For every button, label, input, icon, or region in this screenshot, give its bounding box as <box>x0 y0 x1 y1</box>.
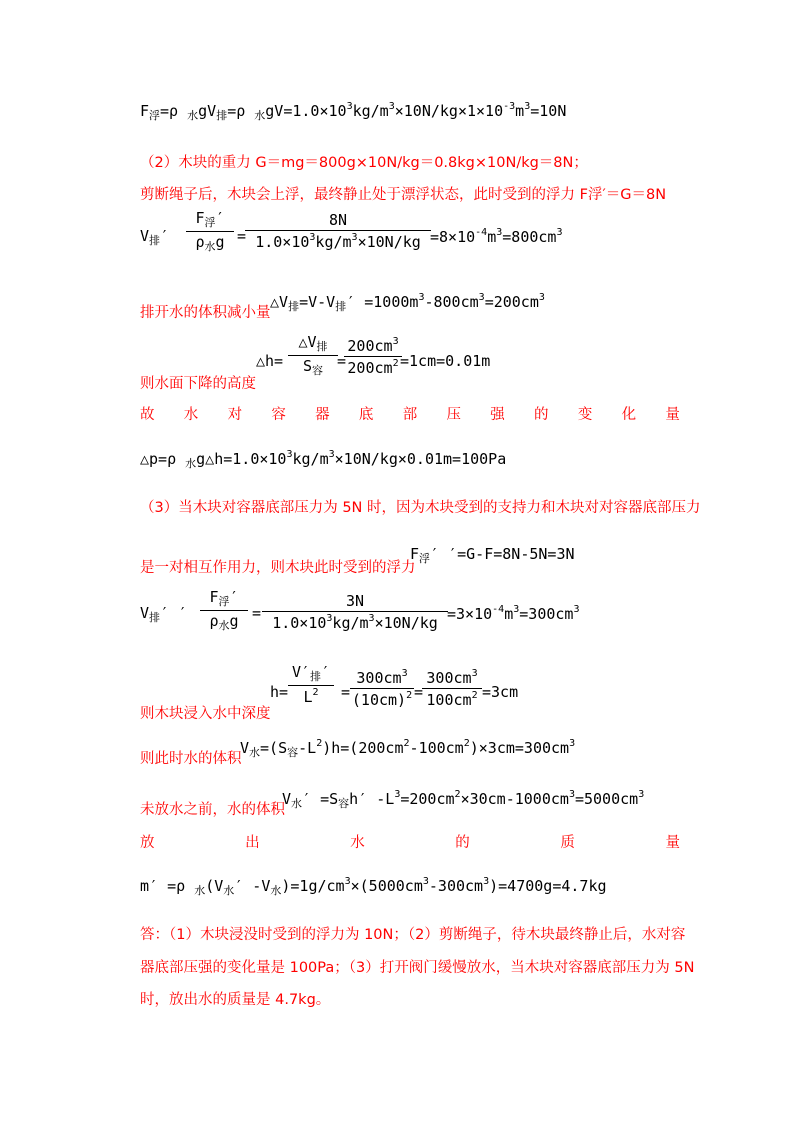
t: 3 <box>573 604 580 615</box>
t: 3 <box>638 789 645 800</box>
t: gV=1.0×10 <box>265 102 347 120</box>
formula <box>240 738 575 760</box>
t: 浮 <box>149 109 161 122</box>
equals: = <box>337 352 347 370</box>
formula <box>282 789 644 811</box>
t: 100cm <box>426 691 472 709</box>
fraction <box>245 211 431 251</box>
t: 3 <box>351 232 358 243</box>
t: 3 <box>496 227 503 238</box>
t: △p=ρ <box>140 450 186 468</box>
char: 量 <box>665 835 680 851</box>
t: 3 <box>524 101 531 112</box>
t: ′ =S <box>302 790 339 808</box>
denominator <box>255 232 421 251</box>
numerator <box>209 588 238 609</box>
label: 排开水的体积减小量 <box>140 305 271 321</box>
t: F <box>410 545 420 563</box>
answer-line-1: 答：（1）木块浸没时受到的浮力为 10N；（2）剪断绳子，待木块最终静止后，水对容 <box>140 927 686 943</box>
equals: = <box>252 604 262 622</box>
t: 3 <box>478 292 485 303</box>
t: 水 <box>204 240 216 253</box>
fraction-bar <box>422 688 482 689</box>
numerator <box>292 663 330 684</box>
denominator <box>195 233 224 254</box>
equals: = <box>414 683 424 701</box>
char: 变 <box>577 407 593 423</box>
char: 部 <box>402 407 418 423</box>
label: 则此时水的体积 <box>140 751 242 767</box>
t: 3 <box>344 876 351 887</box>
t: ×10N/kg <box>357 233 421 251</box>
numerator <box>356 668 407 687</box>
char: 容 <box>271 407 286 423</box>
t: kg/m <box>315 233 352 251</box>
cut-rope-text: 剪断绳子后，木块会上浮，最终静止处于漂浮状态，此时受到的浮力 F浮′＝G＝8N <box>140 187 667 203</box>
t: ′ <box>229 588 239 606</box>
t: 3 <box>569 738 576 749</box>
t: 3 <box>418 292 425 303</box>
char: 出 <box>245 835 260 851</box>
fraction-bar <box>288 355 338 356</box>
t: -3 <box>503 101 516 112</box>
t: 1.0×10 <box>272 614 327 632</box>
t: kg/m <box>352 102 389 120</box>
t: 容 <box>287 746 299 759</box>
t: g△h=1.0×10 <box>196 450 287 468</box>
t: 水 <box>194 884 206 897</box>
char: 质 <box>560 835 575 851</box>
t: 排 <box>149 611 161 624</box>
t: 300cm <box>356 669 402 687</box>
t: 水 <box>187 109 199 122</box>
denominator <box>209 612 238 633</box>
char: 化 <box>621 407 637 423</box>
t: 2 <box>406 690 413 701</box>
t: F <box>209 588 219 606</box>
formula <box>270 292 545 314</box>
char: 的 <box>534 407 549 423</box>
fraction <box>262 592 448 632</box>
t: 1.0×10 <box>255 233 310 251</box>
t: S <box>302 357 313 375</box>
pressure-change-formula <box>140 449 506 471</box>
fraction-bar <box>200 610 248 611</box>
result <box>447 604 579 623</box>
t: =V-V <box>299 293 336 311</box>
label: 是一对相互作用力，则木块此时受到的浮力 <box>140 560 416 576</box>
t: 容 <box>338 797 350 810</box>
t: g <box>215 233 225 251</box>
t: =5000cm <box>574 790 639 808</box>
t: 水 <box>185 457 197 470</box>
t: h′ -L <box>349 790 395 808</box>
t: 2 <box>403 738 410 749</box>
fraction-bar <box>186 231 234 232</box>
numerator <box>195 209 224 230</box>
char: 故 <box>140 407 155 423</box>
t: ′ =1000m <box>346 293 419 311</box>
t: 3 <box>309 232 316 243</box>
t: ′ ′ <box>160 604 188 622</box>
t: ′ <box>160 227 170 245</box>
fraction <box>186 209 234 254</box>
denominator <box>303 357 323 378</box>
t: =300cm <box>519 605 574 623</box>
t: =ρ <box>227 102 255 120</box>
char: 强 <box>490 407 505 423</box>
t: V <box>140 604 150 622</box>
t: 浮 <box>419 552 431 565</box>
t: 排 <box>335 300 347 313</box>
t: )=4700g=4.7kg <box>489 877 607 895</box>
t: △V <box>270 293 289 311</box>
t: 浮 <box>204 216 216 229</box>
t: F <box>195 209 205 227</box>
t: 容 <box>312 364 324 377</box>
part3-text: （3）当木块对容器底部压力为 5N 时，因为木块受到的支持力和木块对对容器底部压力 <box>140 500 701 516</box>
answer-line-2: 器底部压强的变化量是 100Pa；（3）打开阀门缓慢放水，当木块对容器底部压力为 5N <box>140 960 695 976</box>
t: ×10N/kg <box>374 614 438 632</box>
lhs: h= <box>270 683 289 701</box>
t: kg/m <box>292 450 329 468</box>
t: g <box>229 612 239 630</box>
t: (V <box>205 877 224 895</box>
char: 水 <box>183 407 199 423</box>
t: =200cm <box>484 293 539 311</box>
t: ×30cm-1000cm <box>460 790 569 808</box>
buoyancy-formula-line <box>140 101 566 123</box>
numerator <box>426 668 477 687</box>
t: m <box>515 102 525 120</box>
t: 2 <box>392 358 399 369</box>
t: 2 <box>454 789 461 800</box>
t: 3 <box>401 668 408 679</box>
t: 3 <box>568 789 575 800</box>
t: =(S <box>260 739 288 757</box>
denominator <box>272 613 438 632</box>
t: F <box>140 102 150 120</box>
t: 3 <box>538 292 545 303</box>
fraction <box>200 588 248 633</box>
label: 则木块浸入水中深度 <box>140 706 271 722</box>
t: 3 <box>513 604 520 615</box>
fraction <box>422 668 482 709</box>
t: -100cm <box>409 739 464 757</box>
t: ′ ′ <box>430 545 458 563</box>
t: =200cm <box>400 790 455 808</box>
fraction <box>288 663 334 706</box>
t: m <box>504 605 514 623</box>
t: gV <box>198 102 217 120</box>
t: (10cm) <box>351 691 407 709</box>
t: 200cm <box>347 359 393 377</box>
t: V <box>140 227 150 245</box>
t: 水 <box>254 109 266 122</box>
t: 浮 <box>218 595 230 608</box>
t: =ρ <box>160 102 188 120</box>
numerator <box>347 336 398 355</box>
lhs <box>140 227 169 248</box>
char: 器 <box>315 407 330 423</box>
label: 未放水之前，水的体积 <box>140 802 285 818</box>
char: 放 <box>140 835 155 851</box>
t: 排 <box>316 340 328 353</box>
lhs <box>140 604 187 625</box>
t: =3×10 <box>447 605 493 623</box>
t: =8×10 <box>430 228 476 246</box>
t: △V <box>298 333 317 351</box>
t: V′ <box>291 663 311 681</box>
t: ρ <box>209 612 219 630</box>
t: 2 <box>316 738 323 749</box>
t: 300cm <box>426 669 472 687</box>
t: 3 <box>471 668 478 679</box>
fraction-bar <box>344 356 402 357</box>
char: 底 <box>358 407 374 423</box>
fraction <box>350 668 414 709</box>
t: 2 <box>471 690 478 701</box>
t: 3 <box>392 336 399 347</box>
fraction-bar <box>262 611 448 612</box>
t: )=1g/cm <box>281 877 345 895</box>
t: kg/m <box>332 614 369 632</box>
t: ′ -V <box>234 877 271 895</box>
equals: = <box>341 683 351 701</box>
t: -L <box>298 739 317 757</box>
t: -4 <box>475 227 488 238</box>
t: 200cm <box>347 337 393 355</box>
released-water-mass-formula <box>140 876 607 898</box>
t: 3 <box>556 227 563 238</box>
numerator <box>298 333 327 354</box>
t: 排 <box>288 300 300 313</box>
char: 水 <box>350 835 365 851</box>
t: ×10N/kg×1×10 <box>394 102 504 120</box>
t: 水 <box>218 619 230 632</box>
t: -4 <box>492 604 505 615</box>
fraction-bar <box>350 688 414 689</box>
t: m <box>487 228 497 246</box>
t: 3 <box>326 613 333 624</box>
t: 水 <box>249 746 261 759</box>
fraction <box>288 333 338 378</box>
t: -300cm <box>428 877 484 895</box>
answer-line-3: 时，放出水的质量是 4.7kg。 <box>140 992 331 1008</box>
result: =1cm=0.01m <box>400 352 491 370</box>
t: m′ =ρ <box>140 877 195 895</box>
t: 3 <box>388 101 395 112</box>
char: 的 <box>455 835 470 851</box>
t: ×(5000cm <box>350 877 423 895</box>
t: 排 <box>149 234 161 247</box>
t: )h=(200cm <box>322 739 404 757</box>
t: ρ <box>195 233 205 251</box>
t: =G-F=8N-5N=3N <box>457 545 575 563</box>
equals: = <box>237 227 247 245</box>
t: )×3cm=300cm <box>469 739 570 757</box>
denominator <box>352 690 412 709</box>
t: -800cm <box>424 293 479 311</box>
t: 排 <box>216 109 228 122</box>
lhs: △h= <box>256 352 284 370</box>
result: =3cm <box>482 683 519 701</box>
t: 3 <box>394 789 401 800</box>
char: 量 <box>665 407 680 423</box>
t: 3 <box>368 613 375 624</box>
denominator <box>426 690 477 709</box>
char: 压 <box>446 407 461 423</box>
t: =800cm <box>502 228 557 246</box>
t: ′ <box>215 209 225 227</box>
t: ×10N/kg×0.01m=100Pa <box>334 450 507 468</box>
t: 3 <box>422 876 429 887</box>
denominator <box>303 687 318 706</box>
t: 2 <box>463 738 470 749</box>
released-water-mass-heading <box>140 831 680 852</box>
t: 排 <box>310 670 322 683</box>
part2-weight-text: （2）木块的重力 G＝mg＝800g×10N/kg＝0.8kg×10N/kg＝8N； <box>140 155 588 171</box>
fraction <box>344 336 402 377</box>
pressure-change-heading <box>140 403 680 424</box>
result <box>430 227 562 246</box>
denominator <box>347 358 398 377</box>
t: 水 <box>291 797 303 810</box>
numerator: 3N <box>345 592 365 610</box>
t: =10N <box>530 102 567 120</box>
t: ′ <box>321 663 331 681</box>
t: V <box>282 790 292 808</box>
label: 则水面下降的高度 <box>140 376 256 392</box>
t: 3 <box>346 101 353 112</box>
char: 对 <box>227 407 243 423</box>
t: 水 <box>223 884 235 897</box>
t: 2 <box>312 687 319 698</box>
numerator: 8N <box>328 211 348 229</box>
t: 3 <box>286 449 293 460</box>
fraction-bar <box>245 230 431 231</box>
t: 3 <box>483 876 490 887</box>
fraction-bar <box>288 685 334 686</box>
formula <box>410 545 575 566</box>
t: 水 <box>270 884 282 897</box>
t: V <box>240 739 250 757</box>
t: L <box>303 688 313 706</box>
t: 3 <box>328 449 335 460</box>
